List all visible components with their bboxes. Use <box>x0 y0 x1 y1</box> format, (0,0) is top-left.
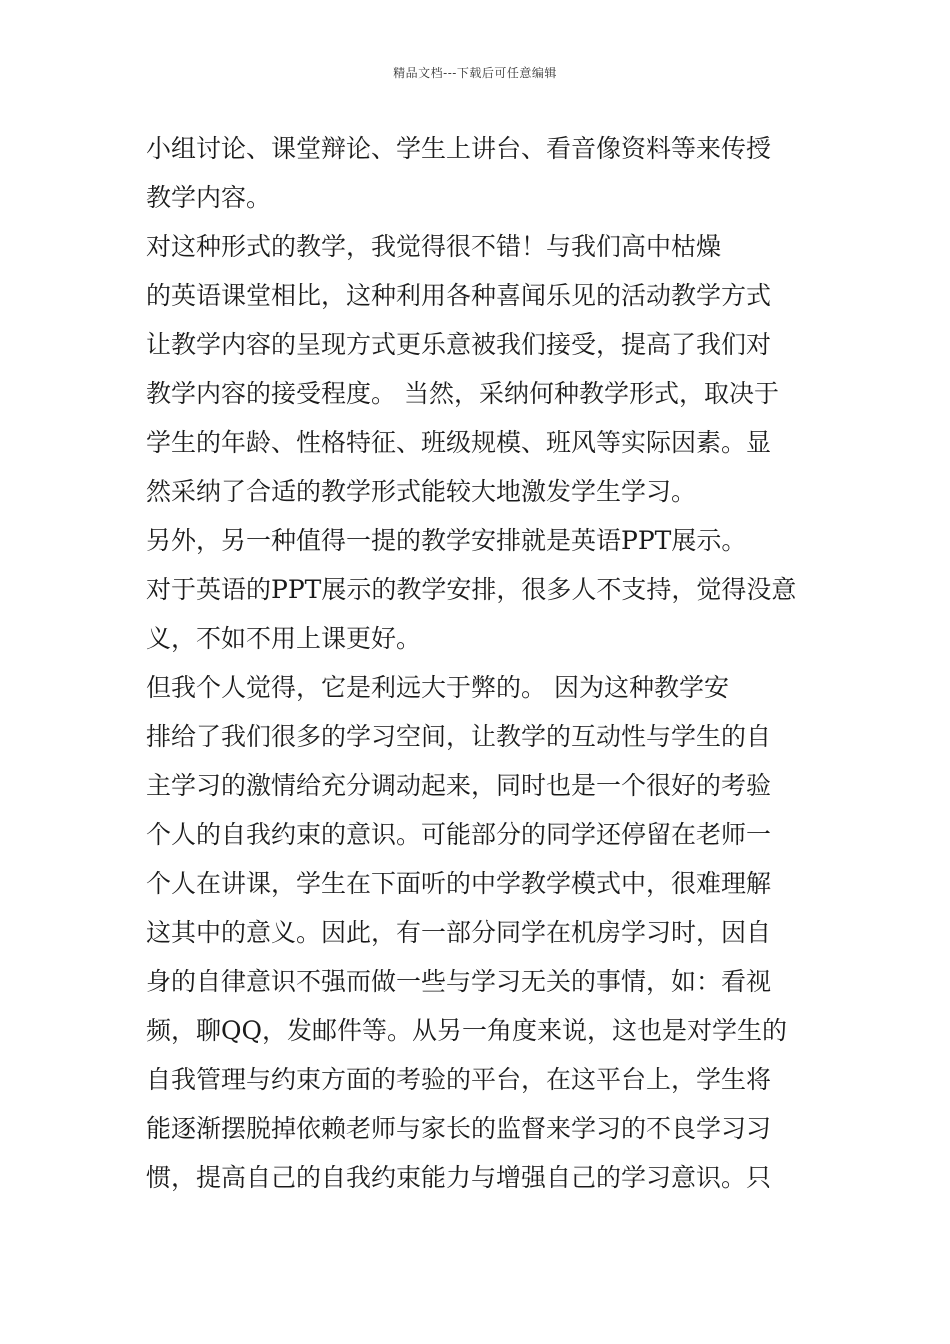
text-line: 个人的自我约束的意识。可能部分的同学还停留在老师一 <box>146 820 772 849</box>
text-line: 自我管理与约束方面的考验的平台，在这平台上，学生将 <box>146 1065 772 1094</box>
text-line: 对这种形式的教学，我觉得很不错！与我们高中枯燥 <box>146 232 722 261</box>
text-line: 的英语课堂相比，这种利用各种喜闻乐见的活动教学方式 <box>146 281 772 310</box>
page-header: 精品文档---下载后可任意编辑 <box>393 66 557 80</box>
text-line: 排给了我们很多的学习空间，让教学的互动性与学生的自 <box>146 722 772 751</box>
text-line: 然采纳了合适的教学形式能较大地激发学生学习。 <box>146 477 697 506</box>
text-line: 义，不如不用上课更好。 <box>146 624 422 653</box>
text-line: 身的自律意识不强而做一些与学习无关的事情，如：看视 <box>146 967 772 996</box>
text-line: 频，聊QQ，发邮件等。从另一角度来说，这也是对学生的 <box>146 1016 787 1045</box>
text-line: 个人在讲课，学生在下面听的中学教学模式中，很难理解 <box>146 869 772 898</box>
text-line: 另外，另一种值得一提的教学安排就是英语PPT展示。 <box>146 526 747 555</box>
text-line: 惯，提高自己的自我约束能力与增强自己的学习意识。只 <box>146 1163 772 1192</box>
text-line: 主学习的激情给充分调动起来，同时也是一个很好的考验 <box>146 771 772 800</box>
text-line: 教学内容的接受程度。 当然，采纳何种教学形式，取决于 <box>146 379 779 408</box>
text-line: 让教学内容的呈现方式更乐意被我们接受，提高了我们对 <box>146 330 772 359</box>
text-line: 对于英语的PPT展示的教学安排，很多人不支持，觉得没意 <box>146 575 797 604</box>
text-line: 但我个人觉得，它是利远大于弊的。 因为这种教学安 <box>146 673 729 702</box>
text-line: 能逐渐摆脱掉依赖老师与家长的监督来学习的不良学习习 <box>146 1114 772 1143</box>
text-line: 小组讨论、课堂辩论、学生上讲台、看音像资料等来传授 <box>146 134 772 163</box>
text-line: 教学内容。 <box>146 183 272 212</box>
document-body <box>146 124 810 1202</box>
text-line: 这其中的意义。因此，有一部分同学在机房学习时，因自 <box>146 918 772 947</box>
text-line: 学生的年龄、性格特征、班级规模、班风等实际因素。显 <box>146 428 772 457</box>
